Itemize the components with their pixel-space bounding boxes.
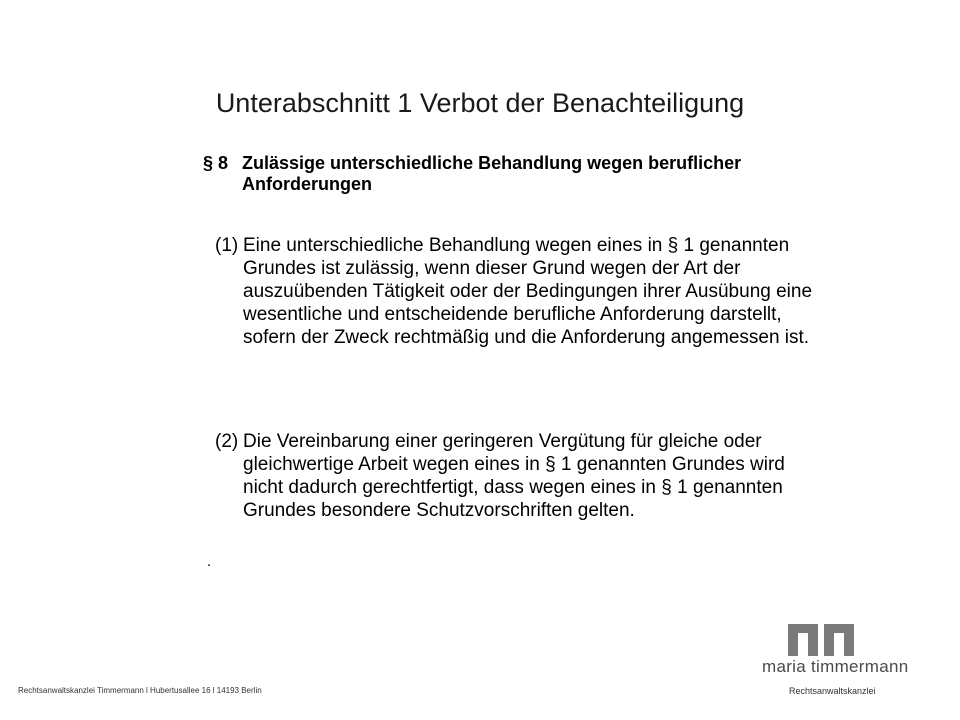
- section-heading-text: Zulässige unterschiedliche Behandlung wegen beruflicher Anforderungen: [242, 153, 742, 194]
- paragraph-1-text: Eine unterschiedliche Behandlung wegen eines in § 1 genannten Grundes ist zulässig, wenn dieser Grund wegen der Art der auszuübenden Tätigkeit oder der Bedingungen ihrer Ausübung eine wesentliche und entscheidende berufliche Anforderung darstellt, sofern der Zweck rechtmäßig und die Anforderung angemessen ist.: [243, 235, 813, 348]
- paragraph-2: [215, 430, 815, 522]
- footer-subtitle: Rechtsanwaltskanzlei: [789, 686, 876, 696]
- footer-address: Rechtsanwaltskanzlei Timmermann l Hubertusallee 16 l 14193 Berlin: [18, 686, 262, 695]
- paragraph-2-number: (2): [215, 431, 239, 452]
- section-heading: [203, 153, 813, 195]
- paragraph-1: [215, 234, 815, 349]
- logo-text: maria timmermann: [762, 657, 909, 676]
- paragraph-2-text: Die Vereinbarung einer geringeren Vergütung für gleiche oder gleichwertige Arbeit wegen eines in § 1 genannten Grundes wird nicht dadurch gerechtfertigt, dass wegen eines in § 1 genannten Grundes besondere Schutzvorschriften gelten.: [243, 431, 785, 521]
- page-title: Unterabschnitt 1 Verbot der Benachteiligung: [215, 88, 745, 118]
- paragraph-1-number: (1): [215, 235, 239, 256]
- logo-mark-icon: [788, 624, 854, 656]
- stray-mark: .: [207, 553, 212, 570]
- section-number: § 8: [203, 153, 229, 173]
